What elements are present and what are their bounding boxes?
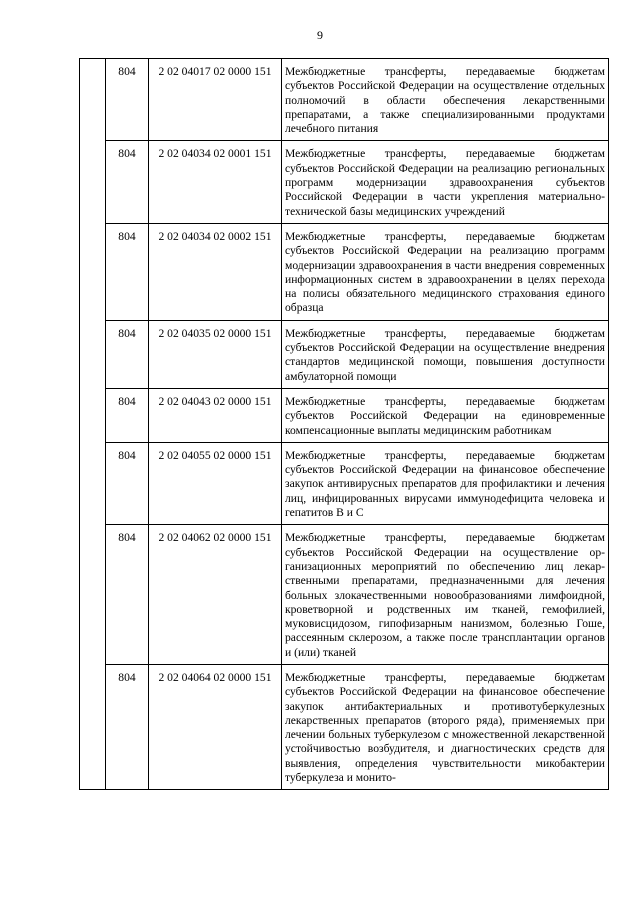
table-row [80, 664, 609, 789]
admin-code-cell: 804 [106, 223, 149, 320]
description-cell: Межбюджетные трансферты, передаваемые бюджетам субъектов Российской Федерации на реализацию программ модернизации здравоохранения в части внедрения современных информационных систем в здравоохранении в целях перехода на полисы обязательного медицинского страхования единого образца [282, 223, 609, 320]
table-row [80, 388, 609, 442]
page-number: 9 [317, 28, 323, 42]
table-row [80, 442, 609, 524]
table-row [80, 141, 609, 223]
budget-code-cell: 2 02 04034 02 0001 151 [149, 141, 282, 223]
description-cell: Межбюджетные трансферты, передаваемые бюджетам субъектов Российской Федерации на реализацию региональных программ модернизации здравоохранения субъектов Российской Федерации в части укрепления материально-технической базы медицинских учреждений [282, 141, 609, 223]
admin-code-cell: 804 [106, 59, 149, 141]
table-row [80, 320, 609, 388]
admin-code-cell: 804 [106, 525, 149, 665]
admin-code-cell: 804 [106, 141, 149, 223]
budget-code-cell: 2 02 04017 02 0000 151 [149, 59, 282, 141]
budget-code-cell: 2 02 04055 02 0000 151 [149, 442, 282, 524]
description-cell: Межбюджетные трансферты, передаваемые бюджетам субъектов Российской Федерации на финансовое обеспечение закупок антибактериальных и противотуберкулезных лекарственных препаратов (второго ряда), применяемых при лечении больных туберкулезом с множественной лекарственной устойчивостью возбудителя, и диагностических средств для выявления, определения чувствительности микобактерии туберкулеза и монито- [282, 664, 609, 789]
description-cell: Межбюджетные трансферты, передаваемые бюджетам субъектов Российской Федерации на финансовое обеспечение закупок антивирусных препаратов для профилактики и лечения лиц, инфицированных вирусами иммунодефицита человека и гепатитов B и C [282, 442, 609, 524]
budget-code-cell: 2 02 04062 02 0000 151 [149, 525, 282, 665]
admin-code-cell: 804 [106, 388, 149, 442]
admin-code-cell: 804 [106, 442, 149, 524]
description-cell: Межбюджетные трансферты, передаваемые бюджетам субъектов Российской Федерации на осуществление отдельных полномочий в области обеспечения лекарственными препаратами, а также специализированными продуктами лечебного питания [282, 59, 609, 141]
admin-code-cell: 804 [106, 320, 149, 388]
budget-classification-table [79, 58, 609, 790]
blank-left-column [80, 59, 106, 790]
description-cell: Межбюджетные трансферты, передаваемые бюджетам субъектов Российской Федерации на осуществление внедрения стандартов медицинской помощи, повышения доступности амбулаторной помощи [282, 320, 609, 388]
description-cell: Межбюджетные трансферты, передаваемые бюджетам субъектов Российской Федерации на осуществление организационных мероприятий по обеспечению лиц лекарственными препаратами, предназначенными для лечения больных злокачественными новообразованиями лимфоидной, кроветворной и родственных им тканей, гемофилией, муковисцидозом, гипофизарным нанизмом, болезнью Гоше, рассеянным склерозом, а также после трансплантации органов и (или) тканей [282, 525, 609, 665]
table-row [80, 525, 609, 665]
budget-code-cell: 2 02 04035 02 0000 151 [149, 320, 282, 388]
description-cell: Межбюджетные трансферты, передаваемые бюджетам субъектов Российской Федерации на единовременные компенсационные выплаты медицинским работникам [282, 388, 609, 442]
admin-code-cell: 804 [106, 664, 149, 789]
budget-code-cell: 2 02 04034 02 0002 151 [149, 223, 282, 320]
table-row [80, 59, 609, 141]
budget-code-cell: 2 02 04064 02 0000 151 [149, 664, 282, 789]
budget-code-cell: 2 02 04043 02 0000 151 [149, 388, 282, 442]
table-row [80, 223, 609, 320]
